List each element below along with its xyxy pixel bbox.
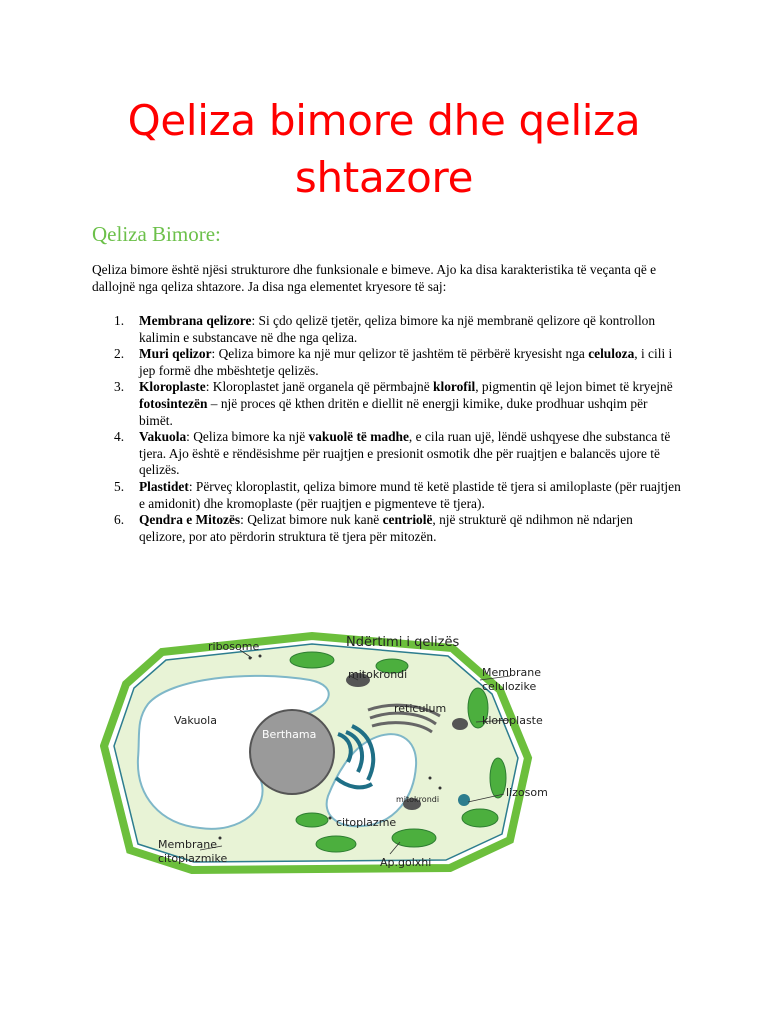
label-mitokrondi-small: mitokrondi [396, 795, 440, 804]
nucleus [250, 710, 334, 794]
label-membrane-citoplazmike-2: citoplazmike [158, 852, 228, 865]
lysosome [458, 794, 470, 806]
list-item [92, 346, 682, 379]
label-ribosome: ribosome [208, 640, 260, 653]
list-item-text: : Qeliza bimore ka një [186, 429, 309, 445]
list-item-number: 3. [114, 379, 125, 395]
list-item-term: Vakuola [139, 429, 187, 445]
mitochondrion [452, 718, 468, 730]
page-title [60, 92, 708, 206]
list-item-text: , e cila ruan ujë, lëndë ushqyese dhe substanca të tjera. Ajo është e rëndësishme për ruajtjen e presionit osmotik dhe për ruajtjen e balancës ujore të qelizës. [139, 429, 671, 478]
list-item-term: fotosintezën [139, 395, 208, 411]
list-item [92, 313, 682, 346]
list-item [92, 479, 682, 512]
list-item-term: vakuolë të madhe [308, 429, 409, 445]
list-item-number: 5. [114, 478, 125, 494]
list-item-text: : Kloroplastet janë organela që përmbajnë [205, 379, 434, 395]
list-item-term: Kloroplaste [139, 379, 206, 395]
elements-list [92, 313, 682, 545]
list-item [92, 429, 682, 479]
section-heading: Qeliza Bimore: [92, 222, 221, 246]
label-berthama: Berthama [262, 728, 317, 741]
list-item-text: : Qeliza bimore ka një mur qelizor të jashtëm të përbërë kryesisht nga [211, 346, 589, 362]
list-item-text: : Përveç kloroplastit, qeliza bimore mund të ketë plastide të tjera si amiloplaste (për ruajtjen e amidonit) dhe kromoplaste (për ruajtjen e pigmenteve të tjera). [139, 478, 681, 511]
plant-cell-diagram [100, 628, 560, 880]
label-citoplazme: citoplazme [336, 816, 397, 829]
list-item-number: 2. [114, 346, 125, 362]
list-item-term: klorofil [433, 379, 476, 395]
list-item-term: celuloza [588, 346, 635, 362]
label-mitokrondi: mitokrondi [348, 668, 408, 681]
list-item-text: , një strukturë që ndihmon në ndarjen qelizore, por ato përdorin struktura të tjera për mitozën. [139, 512, 633, 544]
label-vakuola: Vakuola [174, 714, 217, 727]
list-item-term: Membrana qelizore [139, 313, 252, 328]
list-item-number: 1. [114, 313, 125, 328]
intro-paragraph: Qeliza bimore është njësi strukturore dhe funksionale e bimeve. Ajo ka disa karakteristika të veçanta që e dallojnë nga qeliza shtazore. Ja disa nga elementet kryesore të saj: [92, 262, 657, 294]
list-item-number: 6. [114, 512, 125, 528]
list-item-text: , pigmentin që lejon bimet të kryejnë [475, 379, 673, 395]
list-item-text: : Si çdo qelizë tjetër, qeliza bimore ka një membranë qelizore që kontrollon kalimin e substancave në dhe nga qeliza. [139, 313, 656, 345]
label-membrane-citoplazmike-1: Membrane [158, 838, 217, 851]
label-membrane-celulozike-2: celulozike [482, 680, 537, 693]
list-item-term: Plastidet [139, 478, 189, 494]
title-line-1: Qeliza bimore dhe qeliza [127, 96, 641, 145]
label-ap-golxhi: Ap.golxhi [380, 856, 432, 869]
diagram-title: Ndërtimi i qelizës [346, 635, 460, 650]
list-item [92, 379, 682, 429]
list-item [92, 512, 682, 545]
label-membrane-celulozike-1: Membrane [482, 666, 541, 679]
list-item-text: , i cili i jep formë dhe mbështetje qelizës. [139, 346, 673, 378]
list-item-term: Muri qelizor [139, 346, 212, 362]
list-item-text: : Qelizat bimore nuk kanë [240, 512, 383, 528]
list-item-text: – një proces që kthen dritën e diellit në energji kimike, duke prodhuar ushqim për bimët. [139, 395, 648, 428]
list-item-term: Qendra e Mitozës [139, 512, 241, 528]
label-reticulum: reticulum [394, 702, 447, 715]
title-line-2: shtazore [294, 153, 474, 202]
list-item-term: centriolë [382, 512, 433, 528]
label-kloroplaste: kloroplaste [482, 714, 543, 727]
list-item-number: 4. [114, 429, 125, 445]
label-lizosom: lizosom [506, 786, 548, 799]
